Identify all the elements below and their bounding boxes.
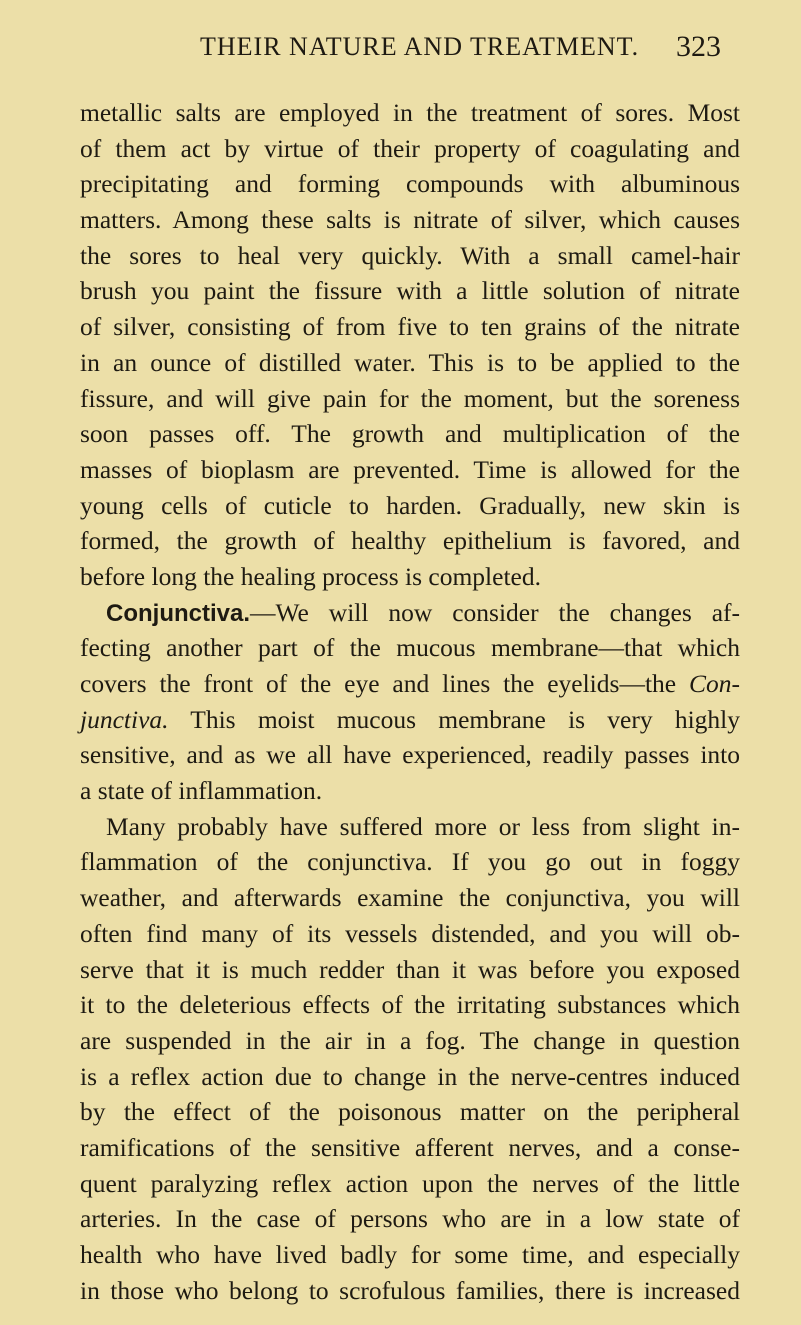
text-line: in an ounce of distilled water. This is to be applied to the — [80, 347, 740, 377]
text-run: covers the front of the eye and lines the eyelids—the — [80, 669, 677, 698]
section-first-line — [80, 595, 740, 631]
page-number: 323 — [676, 30, 721, 63]
text-line: ramifications of the sensitive afferent nerves, and a conse- — [80, 1132, 740, 1162]
text-line: matters. Among these salts is nitrate of silver, which causes — [80, 205, 740, 235]
text-line: formed, the growth of healthy epithelium is favored, and — [80, 526, 740, 556]
text-line — [80, 702, 740, 738]
text-line: of silver, consisting of from five to ten grains of the nitrate — [80, 312, 740, 342]
text-line: is a reflex action due to change in the nerve-centres induced — [80, 1061, 740, 1091]
section-heading: Conjunctiva. — [106, 599, 251, 627]
text-line: the sores to heal very quickly. With a small camel-hair — [80, 240, 740, 270]
running-head-title: THEIR NATURE AND TREATMENT. — [200, 32, 640, 61]
italic-term: junctiva. — [80, 704, 169, 734]
text-line — [80, 666, 740, 702]
text-line: soon passes off. The growth and multiplication of the — [80, 419, 740, 449]
text-line: in those who belong to scrofulous families, there is increased — [80, 1275, 740, 1305]
text-run: —We will now consider the changes af- — [250, 597, 740, 627]
italic-term: Con- — [689, 669, 741, 698]
text-line: it to the deleterious effects of the irritating substances which — [80, 990, 740, 1020]
text-line: before long the healing process is completed. — [80, 561, 541, 591]
text-line: are suspended in the air in a fog. The change in question — [80, 1025, 740, 1055]
text-line: arteries. In the case of persons who are in a low state of — [80, 1204, 740, 1234]
text-line: weather, and afterwards examine the conjunctiva, you will — [80, 883, 740, 913]
text-line: quent paralyzing reflex action upon the nerves of the little — [80, 1168, 740, 1198]
text-line: of them act by virtue of their property of coagulating and — [80, 133, 740, 163]
text-line: fissure, and will give pain for the moment, but the soreness — [80, 383, 740, 413]
body-text — [80, 95, 740, 1308]
text-line: health who have lived badly for some time, and especially — [80, 1240, 740, 1269]
text-line: often find many of its vessels distended, and you will ob- — [80, 918, 740, 948]
text-line: metallic salts are employed in the treatment of sores. Most — [80, 98, 740, 127]
text-line: young cells of cuticle to harden. Gradually, new skin is — [80, 490, 740, 520]
text-line: Many probably have suffered more or less from slight in- — [106, 811, 740, 841]
text-line: precipitating and forming compounds with albuminous — [80, 169, 740, 199]
text-run: This moist mucous membrane is very highly — [168, 704, 740, 734]
text-line: sensitive, and as we all have experienced, readily passes into — [80, 740, 740, 770]
text-line: fecting another part of the mucous membrane—that which — [80, 633, 740, 663]
text-line: serve that it is much redder than it was before you exposed — [80, 954, 740, 984]
running-head — [200, 32, 721, 72]
text-line: by the effect of the poisonous matter on the peripheral — [80, 1097, 740, 1127]
text-line: masses of bioplasm are prevented. Time is allowed for the — [80, 454, 740, 484]
text-line: a state of inflammation. — [80, 776, 323, 806]
text-line: flammation of the conjunctiva. If you go out in foggy — [80, 847, 740, 877]
text-line: brush you paint the fissure with a little solution of nitrate — [80, 276, 740, 306]
